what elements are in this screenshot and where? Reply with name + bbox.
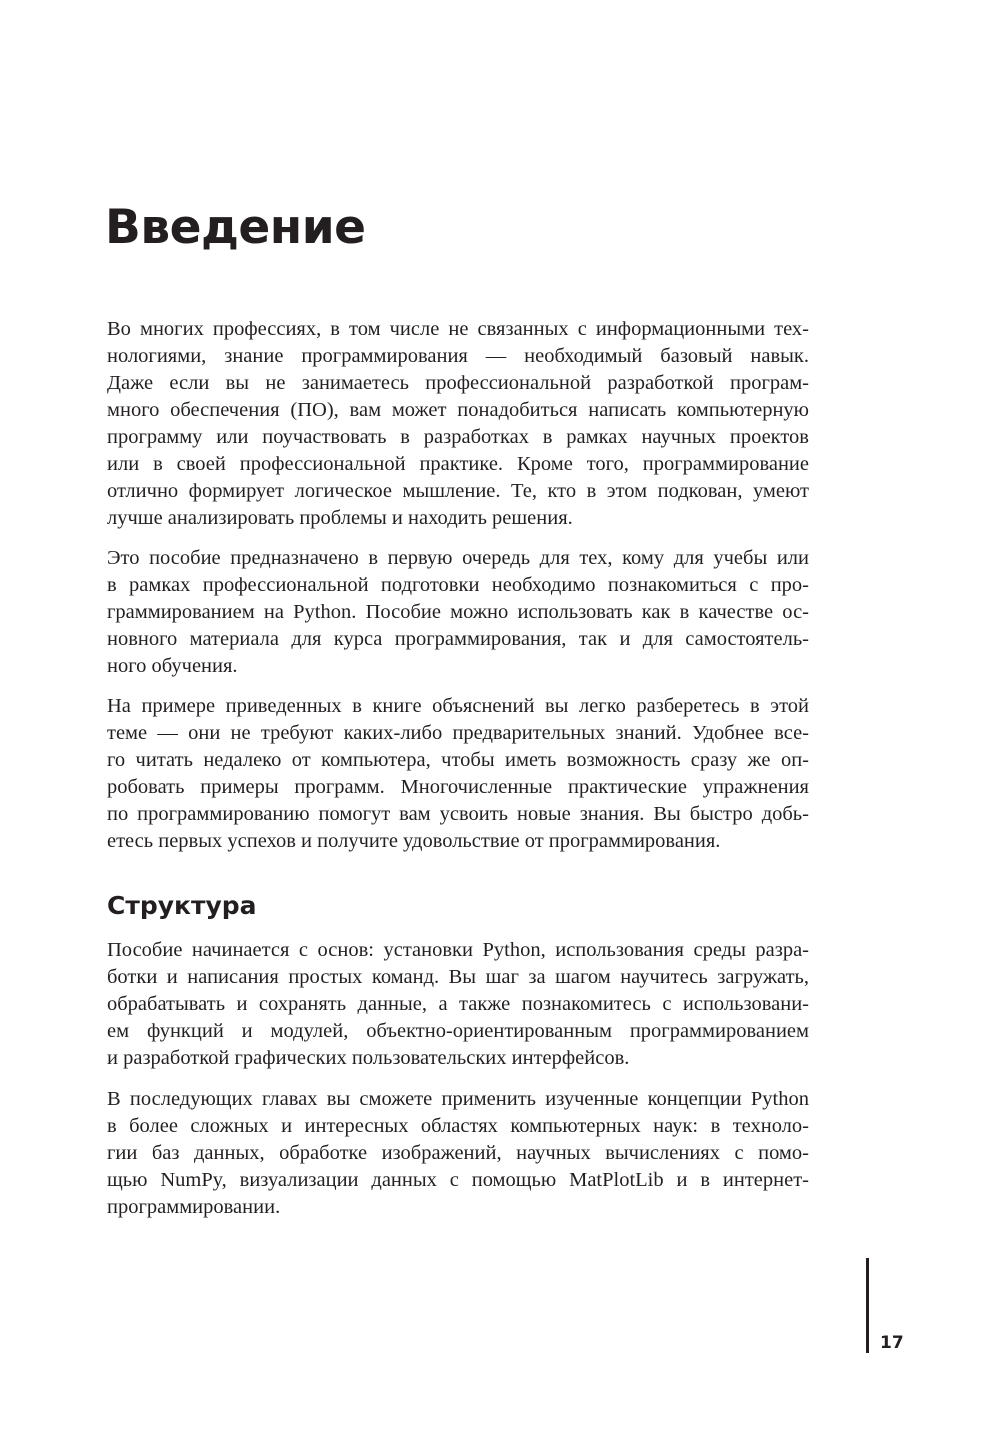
text-line: и разработкой графических пользовательских интерфейсов. <box>107 1047 630 1069</box>
section-paragraph-2 <box>107 1086 809 1221</box>
text-line: в рамках профессиональной подготовки необходимо познакомиться с про- <box>107 574 809 596</box>
text-line: ботки и написания простых команд. Вы шаг за шагом научитесь загружать, <box>107 966 809 988</box>
text-line: го читать недалеко от компьютера, чтобы иметь возможность сразу же оп- <box>107 749 809 771</box>
text-line: лучше анализировать проблемы и находить решения. <box>107 507 573 529</box>
page-number-rule <box>866 1258 869 1353</box>
paragraph-3 <box>107 693 809 855</box>
section-title: Структура <box>107 891 257 920</box>
text-line: по программированию помогут вам усвоить новые знания. Вы быстро добь- <box>107 803 809 825</box>
paragraph-1 <box>107 316 809 532</box>
text-line: На примере приведенных в книге объяснений вы легко разберетесь в этой <box>107 695 809 717</box>
section-paragraph-1 <box>107 937 809 1072</box>
text-line: программировании. <box>107 1196 281 1218</box>
text-line: теме — они не требуют каких-либо предварительных знаний. Удобнее все- <box>107 722 809 744</box>
text-line: или в своей профессиональной практике. Кроме того, программирование <box>107 453 809 475</box>
text-line: нологиями, знание программирования — необходимый базовый навык. <box>107 345 809 367</box>
text-line: етесь первых успехов и получите удовольствие от программирования. <box>107 830 721 852</box>
text-line: граммированием на Python. Пособие можно использовать как в качестве ос- <box>107 601 809 623</box>
page-number: 17 <box>880 1333 904 1353</box>
text-line: новного материала для курса программирования, так и для самостоятель- <box>107 628 809 650</box>
text-line: ного обучения. <box>107 655 238 677</box>
page-title: Введение <box>105 200 366 255</box>
text-line: робовать примеры программ. Многочисленные практические упражнения <box>107 776 809 798</box>
text-line: Даже если вы не занимаетесь профессиональной разработкой програм- <box>107 372 809 394</box>
text-line: щью NumPy, визуализации данных с помощью MatPlotLib и в интернет- <box>107 1169 809 1191</box>
text-line: в более сложных и интересных областях компьютерных наук: в техноло- <box>107 1115 809 1137</box>
text-line: много обеспечения (ПО), вам может понадобиться написать компьютерную <box>107 399 809 421</box>
text-line: обрабатывать и сохранять данные, а также познакомитесь с использовани- <box>107 993 809 1015</box>
text-line: ем функций и модулей, объектно-ориентированным программированием <box>107 1020 809 1042</box>
paragraph-2 <box>107 545 809 680</box>
text-line: Пособие начинается с основ: установки Python, использования среды разра- <box>107 939 809 961</box>
text-line: гии баз данных, обработке изображений, научных вычислениях с помо- <box>107 1142 809 1164</box>
text-line: программу или поучаствовать в разработках в рамках научных проектов <box>107 426 809 448</box>
text-line: В последующих главах вы сможете применить изученные концепции Python <box>107 1088 809 1110</box>
text-line: отлично формирует логическое мышление. Те, кто в этом подкован, умеют <box>107 480 809 502</box>
text-line: Во многих профессиях, в том числе не связанных с информационными тех- <box>107 318 809 340</box>
text-line: Это пособие предназначено в первую очередь для тех, кому для учебы или <box>107 547 809 569</box>
